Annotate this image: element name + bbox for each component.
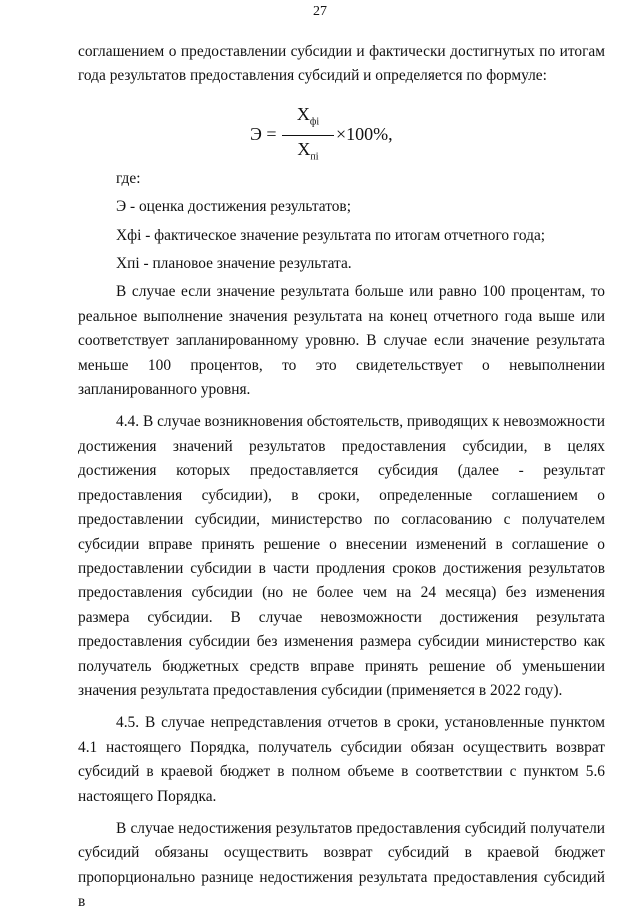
formula-lhs: Э =: [250, 123, 277, 144]
paragraph-result-level: В случае если значение результата больше или равно 100 процентам, то реальное выполнение значения результата на конец отчетного года выше или соответствует запланированному уровню. В случае если значение результата меньше 100 процентов, то это свидетельствует о невыполнении запланированного уровня.: [78, 283, 605, 399]
fraction-bar: [282, 135, 334, 136]
formula-rhs: ×100%,: [336, 123, 393, 144]
formula-fraction: [282, 103, 334, 169]
paragraph-4-5: 4.5. В случае непредставления отчетов в сроки, установленные пунктом 4.1 настоящего Порядка, получатель субсидии обязан осуществить возврат субсидий в краевой бюджет в полном объеме в соответствии с пунктом 5.6 настоящего Порядка.: [78, 714, 605, 805]
formula: [78, 89, 605, 167]
formula-numerator: $Х_{фi}$: [296, 103, 320, 128]
paragraph-4-4: 4.4. В случае возникновения обстоятельств, приводящих к невозможности достижения значений результатов предоставления субсидии, в целях достижения которых предоставляется субсидия (далее - результат предоставления субсидии), в сроки, определенные соглашением о предоставлении субсидии, министерство по согласованию с получателем субсидии вправе принять решение о внесении изменений в соглашение о предоставлении субсидии в части продления сроков достижения результатов предоставления субсидии (но не более чем на 24 месяца) без изменения размера субсидии. В случае невозможности достижения результата предоставления субсидии без изменения размера субсидии министерство как получатель бюджетных средств вправе принять решение об уменьшении значения результата предоставления субсидии (применяется в 2022 году).: [78, 413, 605, 699]
definition-e: Э - оценка достижения результатов;: [116, 198, 351, 216]
paragraph-where: где:: [116, 169, 141, 187]
formula-denominator: $Х_{пi}$: [297, 139, 319, 163]
page-number: 27: [313, 4, 327, 19]
definition-xp: Хпi - плановое значение результата.: [116, 255, 352, 273]
paragraph-intro: соглашением о предоставлении субсидии и фактически достигнутых по итогам года результатов предоставления субсидий и определяется по формуле:: [78, 43, 605, 85]
document-body: [78, 40, 605, 915]
definition-xf: Хфi - фактическое значение результата по итогам отчетного года;: [116, 226, 546, 244]
paragraph-non-achievement: В случае недостижения результатов предоставления субсидий получатели субсидий обязаны осуществить возврат субсидий в краевой бюджет пропорционально разнице недостижения результата предоставления субсидий в: [78, 819, 605, 911]
